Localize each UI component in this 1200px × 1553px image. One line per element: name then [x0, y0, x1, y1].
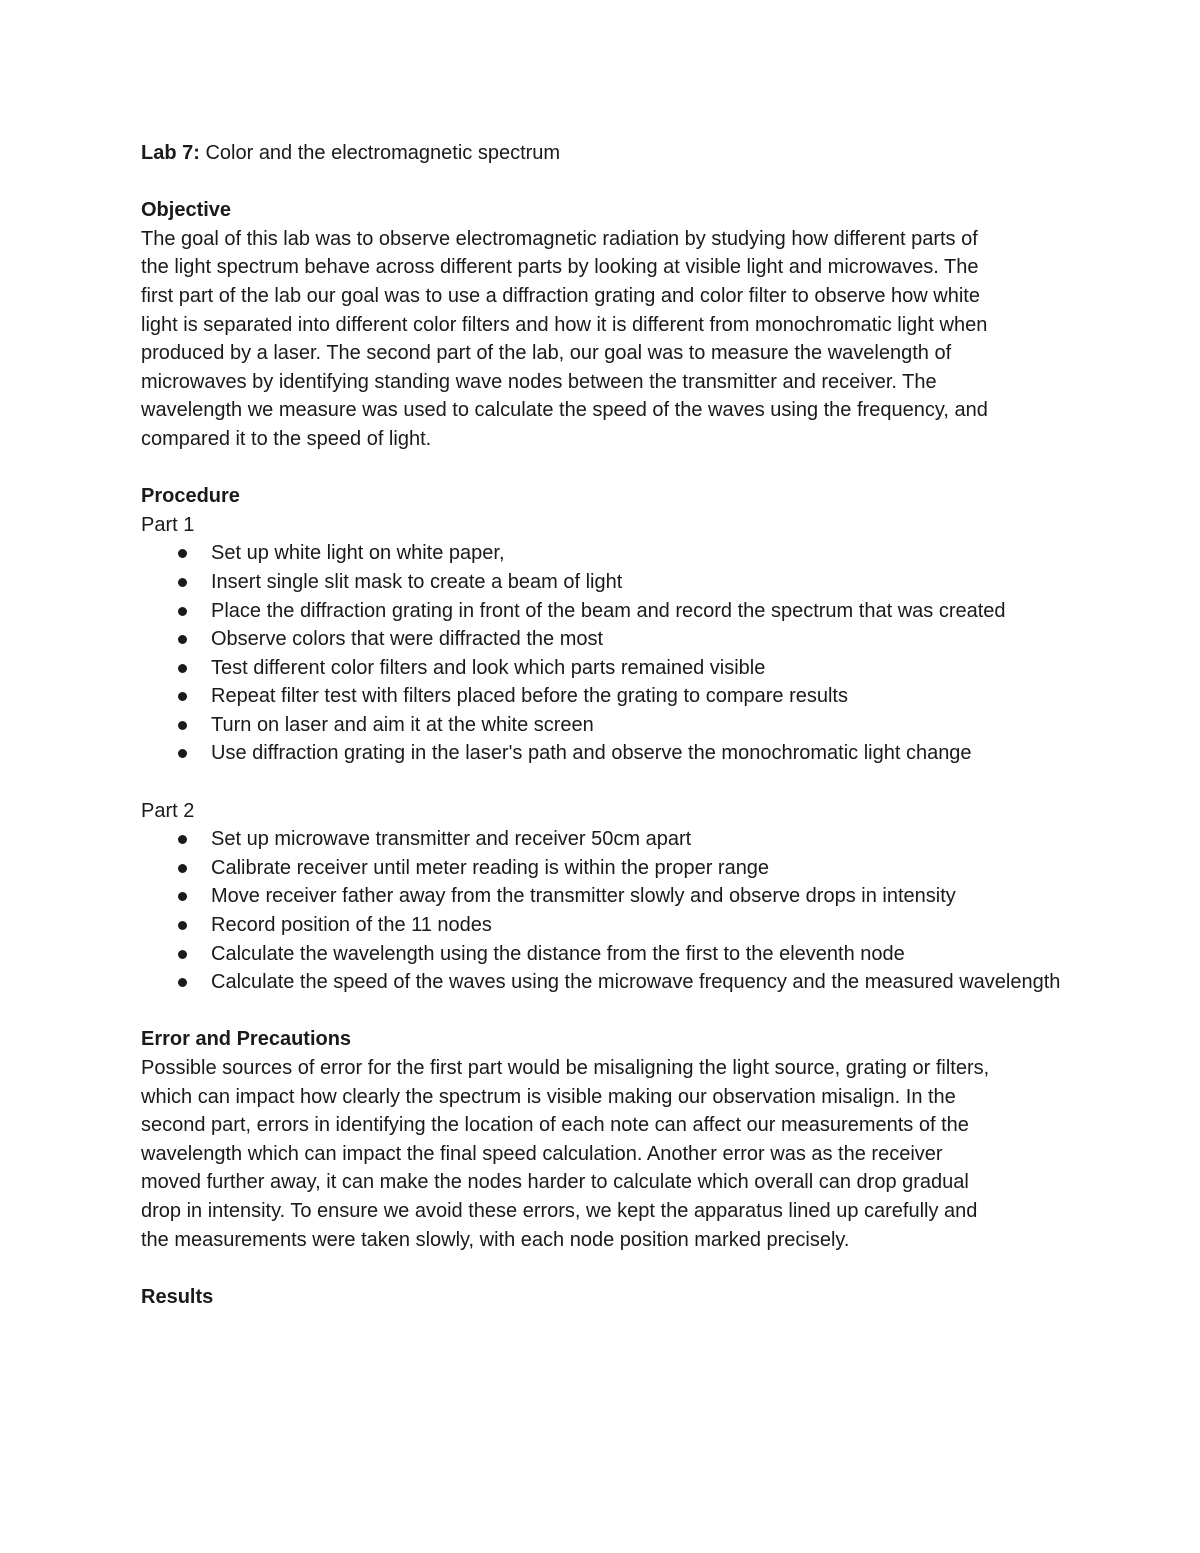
document-page: [141, 139, 1066, 1311]
objective-line: first part of the lab our goal was to use a diffraction grating and color filter to observe how white: [141, 284, 980, 307]
objective-line: microwaves by identifying standing wave nodes between the transmitter and receiver. The: [141, 370, 937, 393]
list-item: [141, 968, 1066, 997]
list-item-text: Calculate the speed of the waves using the microwave frequency and the measured wavelength: [211, 971, 1061, 994]
objective-paragraph: [141, 225, 1066, 454]
list-item-text: Calculate the wavelength using the distance from the first to the eleventh node: [211, 942, 905, 965]
list-item-text: Place the diffraction grating in front of the beam and record the spectrum that was created: [211, 599, 1006, 622]
objective-line: The goal of this lab was to observe electromagnetic radiation by studying how different parts of: [141, 227, 978, 250]
list-item: [141, 739, 1066, 768]
spacer: [141, 768, 1066, 797]
bullet-icon: [178, 692, 187, 701]
procedure-heading: Procedure: [141, 485, 240, 508]
list-item: [141, 825, 1066, 854]
spacer: [141, 1254, 1066, 1283]
list-item: [141, 568, 1066, 597]
list-item: [141, 539, 1066, 568]
bullet-icon: [178, 950, 187, 959]
list-item-text: Repeat filter test with filters placed before the grating to compare results: [211, 685, 848, 708]
objective-line: produced by a laser. The second part of the lab, our goal was to measure the wavelength of: [141, 342, 952, 365]
part2-list: [141, 825, 1066, 997]
errors-line: Possible sources of error for the first part would be misaligning the light source, grating or filters,: [141, 1057, 990, 1079]
errors-line: moved further away, it can make the nodes harder to calculate which overall can drop gradual: [141, 1171, 969, 1194]
errors-line: the measurements were taken slowly, with each node position marked precisely.: [141, 1228, 850, 1251]
list-item-text: Record position of the 11 nodes: [211, 914, 492, 937]
objective-line: compared it to the speed of light.: [141, 427, 432, 450]
list-item: [141, 854, 1066, 883]
title-label: Lab 7:: [141, 142, 200, 164]
results-heading: Results: [141, 1285, 214, 1308]
bullet-icon: [178, 578, 187, 587]
list-item-text: Test different color filters and look which parts remained visible: [211, 656, 766, 679]
part1-label: Part 1: [141, 513, 195, 536]
document-title: [141, 139, 1066, 168]
bullet-icon: [178, 749, 187, 758]
list-item: [141, 882, 1066, 911]
list-item-text: Use diffraction grating in the laser's path and observe the monochromatic light change: [211, 742, 972, 765]
errors-heading: Error and Precautions: [141, 1028, 352, 1051]
list-item: [141, 940, 1066, 969]
spacer: [141, 997, 1066, 1026]
list-item-text: Set up microwave transmitter and receiver 50cm apart: [211, 828, 692, 851]
part2-label: Part 2: [141, 799, 195, 822]
objective-line: wavelength we measure was used to calculate the speed of the waves using the frequency, and: [141, 399, 988, 422]
bullet-icon: [178, 607, 187, 616]
objective-line: light is separated into different color filters and how it is different from monochromatic light when: [141, 313, 988, 336]
bullet-icon: [178, 921, 187, 930]
bullet-icon: [178, 864, 187, 873]
bullet-icon: [178, 635, 187, 644]
objective-line: the light spectrum behave across different parts by looking at visible light and microwaves. The: [141, 256, 979, 279]
errors-line: which can impact how clearly the spectrum is visible making our observation misalign. In the: [141, 1085, 956, 1108]
list-item-text: Calibrate receiver until meter reading is within the proper range: [211, 856, 770, 879]
spacer: [141, 168, 1066, 197]
part1-list: [141, 539, 1066, 768]
bullet-icon: [178, 892, 187, 901]
bullet-icon: [178, 835, 187, 844]
list-item: [141, 682, 1066, 711]
errors-line: wavelength which can impact the final speed calculation. Another error was as the receiver: [141, 1142, 943, 1165]
list-item-text: Turn on laser and aim it at the white screen: [211, 713, 594, 736]
title-text: Color and the electromagnetic spectrum: [199, 142, 561, 164]
list-item: [141, 625, 1066, 654]
list-item-text: Set up white light on white paper,: [211, 542, 505, 565]
objective-heading: Objective: [141, 199, 232, 222]
list-item-text: Insert single slit mask to create a beam of light: [211, 570, 623, 593]
bullet-icon: [178, 664, 187, 673]
errors-line: drop in intensity. To ensure we avoid these errors, we kept the apparatus lined up carefully and: [141, 1199, 978, 1222]
bullet-icon: [178, 721, 187, 730]
spacer: [141, 454, 1066, 483]
list-item: [141, 597, 1066, 626]
list-item: [141, 654, 1066, 683]
errors-paragraph: [141, 1054, 1066, 1254]
list-item-text: Move receiver father away from the transmitter slowly and observe drops in intensity: [211, 885, 956, 908]
bullet-icon: [178, 978, 187, 987]
list-item-text: Observe colors that were diffracted the most: [211, 628, 604, 651]
bullet-icon: [178, 549, 187, 558]
errors-line: second part, errors in identifying the location of each note can affect our measurements of the: [141, 1114, 969, 1137]
list-item: [141, 711, 1066, 740]
list-item: [141, 911, 1066, 940]
